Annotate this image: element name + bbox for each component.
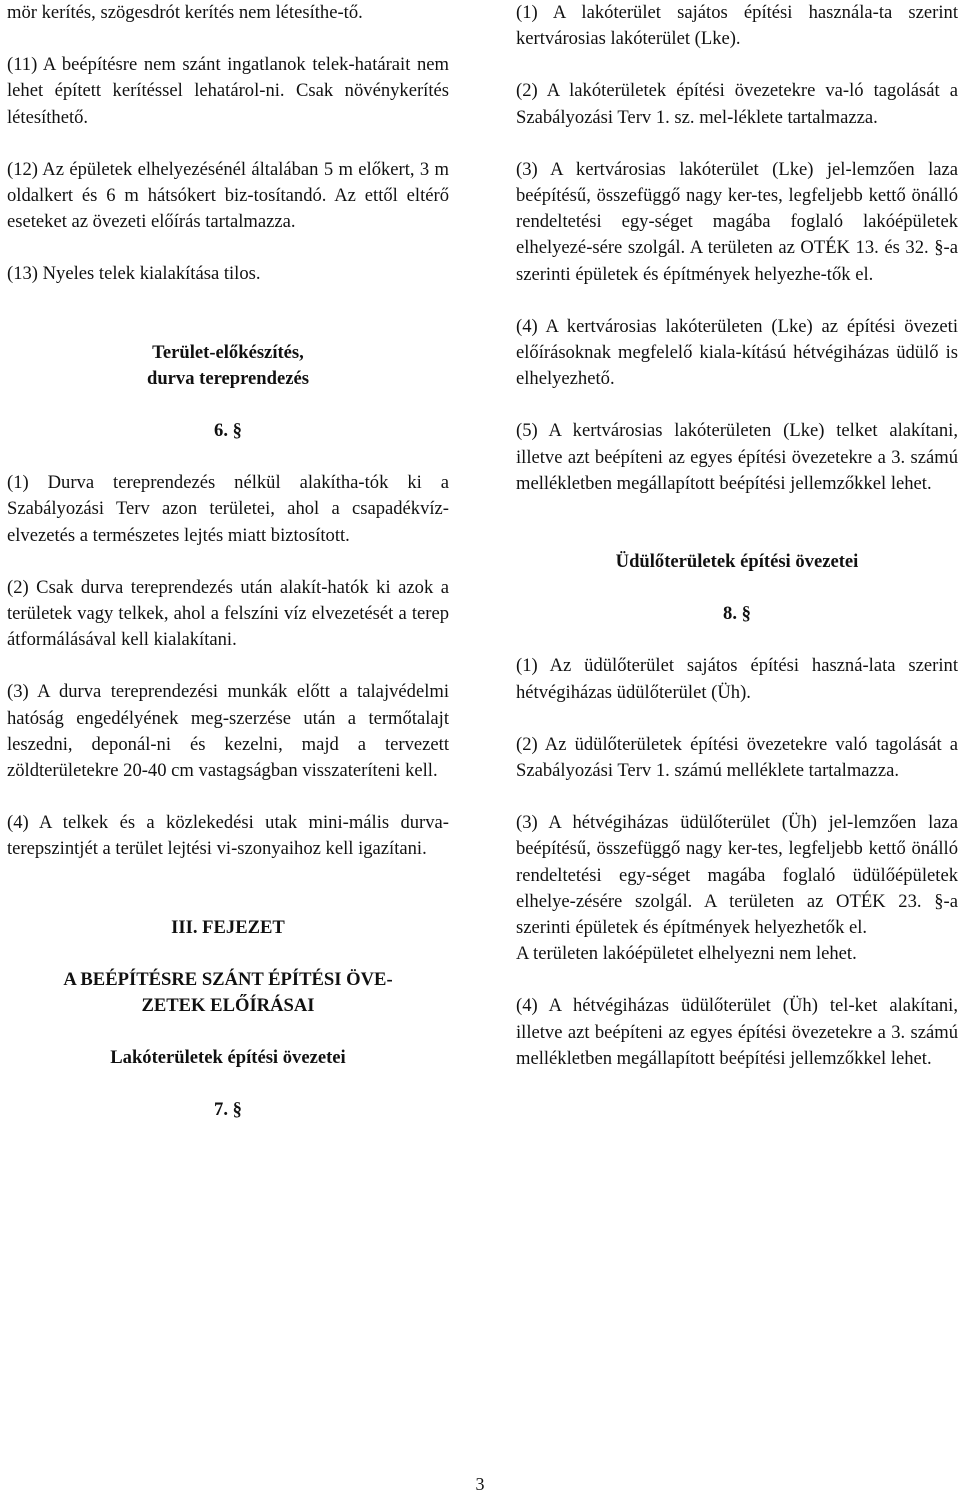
paragraph-11: (11) A beépítésre nem szánt ingatlanok telek-határait nem lehet épített kerítéssel lehatárol-ni. Csak növénykerítés létesíthető. (7, 54, 449, 128)
chapter-heading-line: ZETEK ELŐÍRÁSAI (141, 995, 315, 1017)
section-6-title: 6. § (214, 420, 242, 442)
page-number: 3 (475, 1474, 485, 1494)
paragraph-6-4: (4) A telkek és a közlekedési utak mini-mális durva-terepszintjét a terület lejtési vi-szonyaihoz kell igazítani. (7, 812, 449, 860)
section-8-title: 8. § (723, 603, 751, 625)
paragraph-8-3: (3) A hétvégiházas üdülőterület (Üh) jel-lemzően laza beépítésű, összefüggő nagy ker-tes, legfeljebb kettő önálló rendeltetési egy-séget magába foglaló üdülőépületek elhelye-zésére szolgál. A területen az OTÉK 23. §-a szerinti épületek és építmények helyezhetők el. (516, 812, 958, 939)
paragraph-7-2: (2) A lakóterületek építési övezetekre va-ló tagolását a Szabályozási Terv 1. sz. mel-léklete tartalmazza. (516, 80, 958, 128)
paragraph-8-4: (4) A hétvégiházas üdülőterület (Üh) tel-ket alakítani, illetve azt beépíteni az egyes építési övezetekre a 3. számú mellékletben megállapított beépítési jellemzőkkel lehet. (516, 995, 958, 1069)
chapter-heading-line: A BEÉPÍTÉSRE SZÁNT ÉPÍTÉSI ÖVE- (63, 968, 393, 990)
left-column (7, 0, 449, 1150)
paragraph-13: (13) Nyeles telek kialakítása tilos. (7, 263, 261, 285)
paragraph-7-4: (4) A kertvárosias lakóterületen (Lke) az építési övezeti előírásoknak megfelelő kiala-kítású hétvégiházas üdülő is elhelyezhető. (516, 315, 958, 390)
paragraph-7-3: (3) A kertvárosias lakóterület (Lke) jel-lemzően laza beépítésű, összefüggő nagy ker-tes, legfeljebb kettő önálló rendeltetési egy-séget magába foglaló lakóépületek elhelyezé-sére szolgál. A területen az OTÉK 13. és 32. §-a szerinti épületek és építmények helyezhe-tők el. (516, 158, 958, 285)
heading-line: durva tereprendezés (147, 367, 309, 389)
right-column (516, 0, 958, 1098)
section-7-title: 7. § (214, 1099, 242, 1121)
subheading-lakoteruletek: Lakóterületek építési övezetei (110, 1047, 346, 1069)
paragraph-6-1: (1) Durva tereprendezés nélkül alakítha-tók ki a Szabályozási Terv azon területei, ahol a csapadékvíz-elvezetés a természetes lejtés miatt biztosított. (7, 472, 449, 546)
paragraph-6-3: (3) A durva tereprendezési munkák előtt a talajvédelmi hatóság engedélyének meg-szerzése után a termőtalajt leszedni, deponál-ni és kezelni, majd a tervezett zöldterületekre 20-40 cm vastagságban visszateríteni kell. (7, 681, 449, 782)
heading-terulet-elokeszites (7, 340, 449, 392)
paragraph-7-5: (5) A kertvárosias lakóterületen (Lke) telket alakítani, illetve azt beépíteni az egyes építési övezetekre a 3. számú mellékletben megállapított beépítési jellemzőkkel lehet. (516, 420, 958, 494)
chapter-heading (7, 967, 449, 1019)
paragraph-6-2: (2) Csak durva tereprendezés után alakít-hatók ki azok a területek vagy telkek, ahol a felszíni víz elvezetését a terep átformálásával kell kialakítani. (7, 576, 449, 651)
paragraph-8-2: (2) Az üdülőterületek építési övezetekre való tagolását a Szabályozási Terv 1. számú melléklete tartalmazza. (516, 733, 958, 782)
subheading-udoloteruletek: Üdülőterületek építési övezetei (615, 551, 859, 573)
paragraph-fence-tail: mör kerítés, szögesdrót kerítés nem létesíthe-tő. (7, 2, 363, 23)
paragraph-8-3b: A területen lakóépületet elhelyezni nem lehet. (516, 943, 857, 965)
paragraph-7-1: (1) A lakóterület sajátos építési használa-ta szerint kertvárosias lakóterület (Lke). (516, 2, 958, 50)
heading-line: Terület-előkészítés, (152, 341, 304, 363)
paragraph-8-1: (1) Az üdülőterület sajátos építési haszná-lata szerint hétvégiházas üdülőterület (Üh). (516, 655, 958, 703)
paragraph-12: (12) Az épületek elhelyezésénél általában 5 m előkert, 3 m oldalkert és 6 m hátsókert biz-tosítandó. Az ettől eltérő eseteket az övezeti előírás tartalmazza. (7, 158, 449, 233)
chapter-title: III. FEJEZET (171, 916, 285, 938)
